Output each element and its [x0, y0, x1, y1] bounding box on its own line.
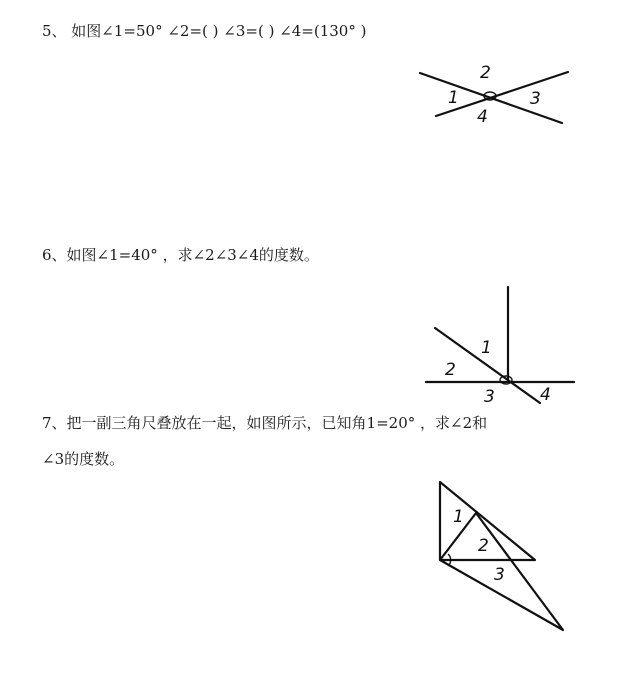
fig5-label-1: 1: [448, 88, 459, 108]
fig6-label-2: 2: [445, 360, 456, 380]
question-6-text: 6、如图∠1=40° ，求∠2∠3∠4的度数。: [42, 246, 319, 264]
question-5-text: 5、 如图∠1=50° ∠2=( ) ∠3=( ) ∠4=(130° ): [42, 22, 367, 40]
figure-7: [440, 482, 563, 630]
fig5-label-2: 2: [480, 63, 491, 83]
fig5-label-4: 4: [477, 107, 488, 127]
fig6-label-1: 1: [481, 338, 492, 358]
fig6-label-3: 3: [484, 387, 495, 407]
fig7-label-3: 3: [494, 565, 505, 585]
fig7-label-1: 1: [453, 507, 464, 527]
question-7-text-line-1: 7、把一副三角尺叠放在一起，如图所示，已知角1=20° ，求∠2和: [42, 414, 488, 432]
fig5-label-3: 3: [530, 89, 541, 109]
fig6-label-4: 4: [540, 385, 551, 405]
fig7-label-2: 2: [478, 536, 489, 556]
figure-6: [426, 287, 574, 407]
figure-5: [420, 63, 568, 127]
question-7-text-line-2: ∠3的度数。: [42, 450, 125, 468]
